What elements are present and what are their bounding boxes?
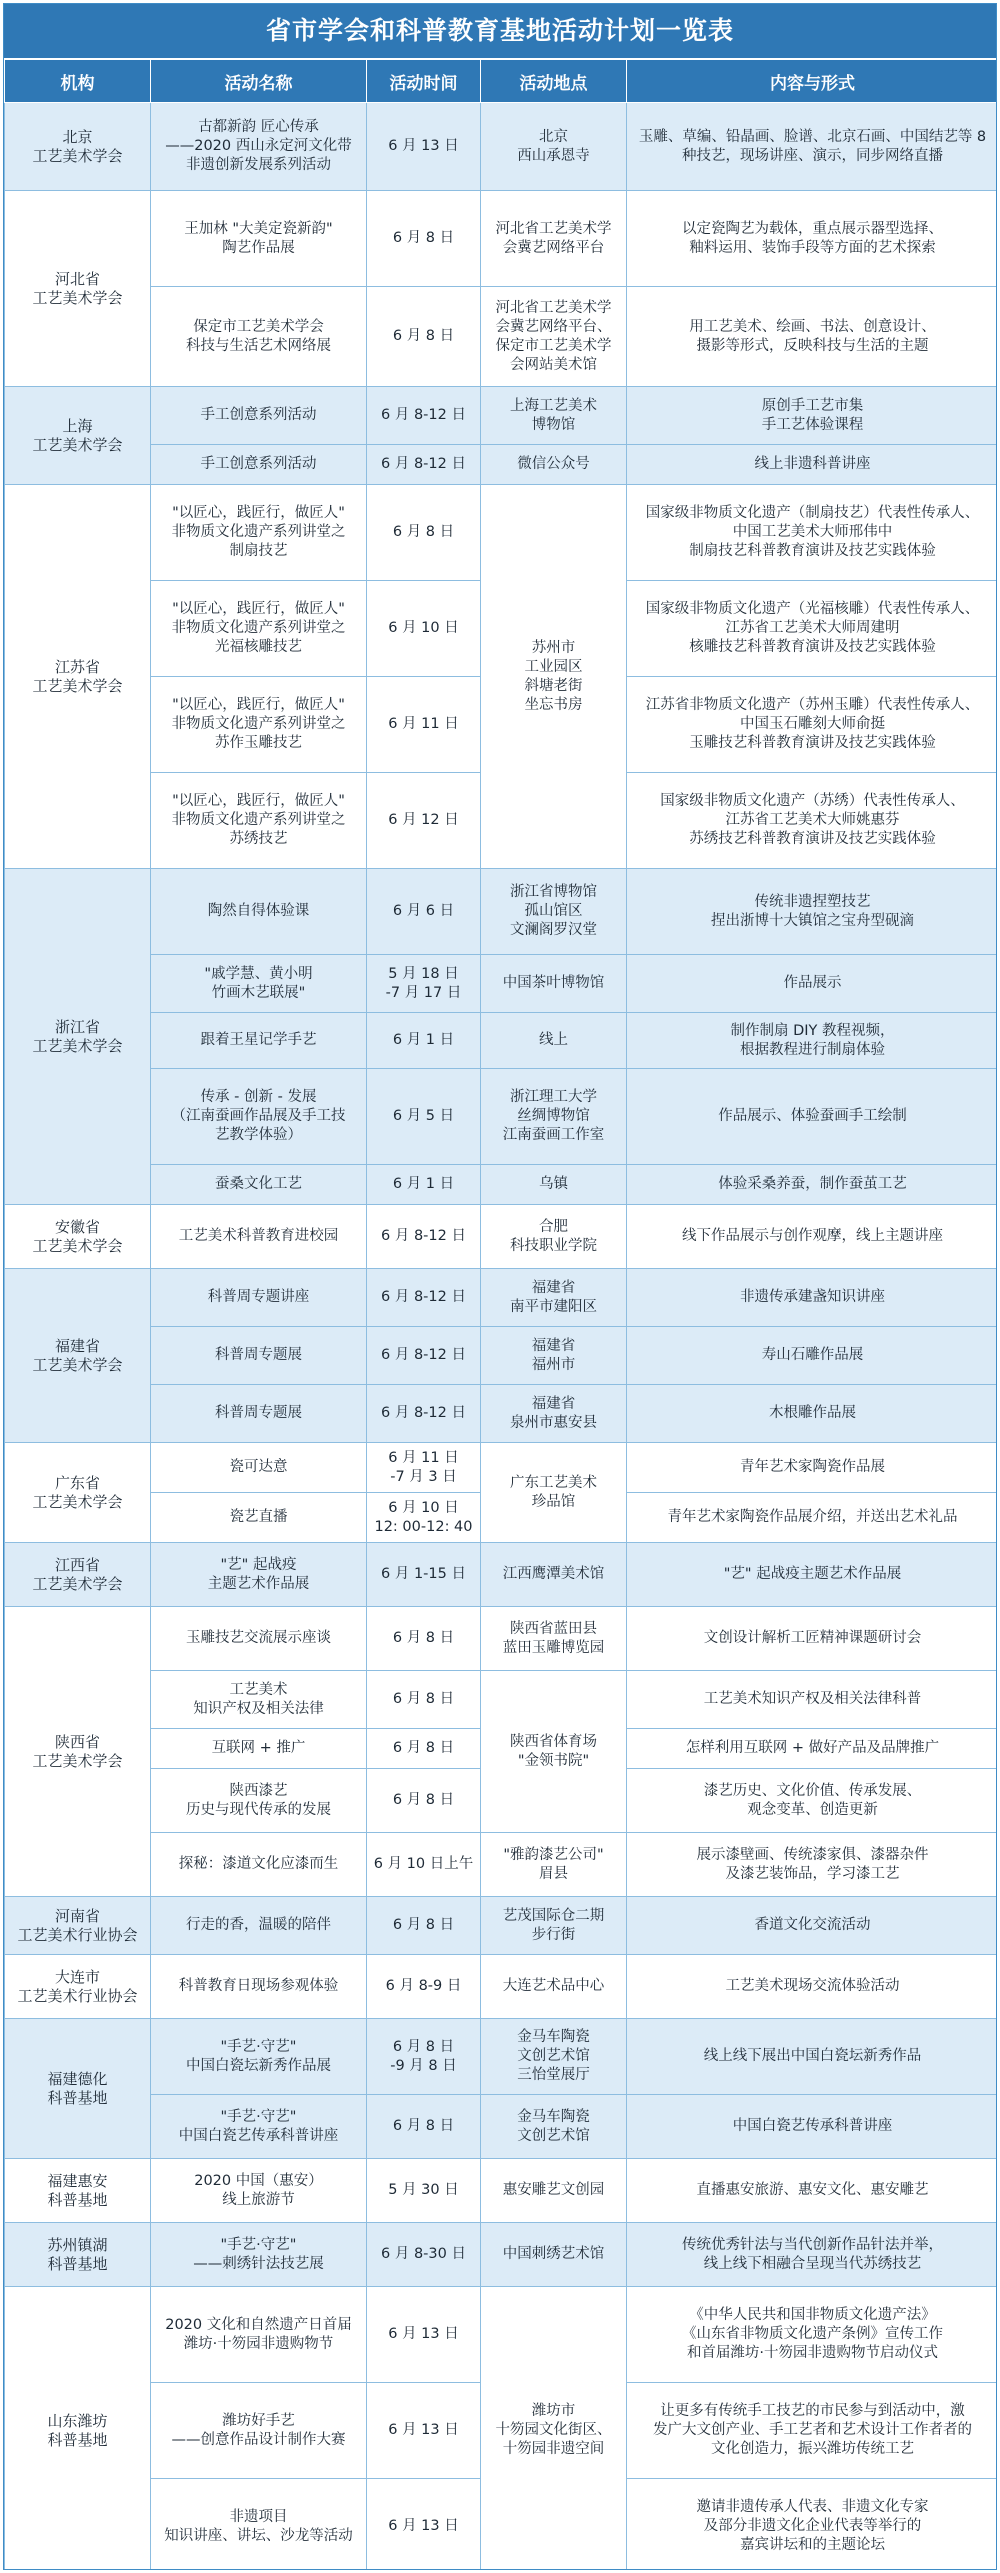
table-row [5,1385,998,1443]
activity-name-cell: 工艺美术 知识产权及相关法律 [151,1671,367,1729]
activity-time-cell: 6 月 8 日 [367,191,481,287]
activity-time-cell: 6 月 5 日 [367,1069,481,1165]
org-cell: 广东省 工艺美术学会 [5,1443,151,1543]
table-row [5,955,998,1013]
table-row [5,1069,998,1165]
activity-place-cell: 中国刺绣艺术馆 [481,2223,627,2287]
activity-time-cell: 6 月 8 日 [367,2095,481,2159]
activity-name-cell: 行走的香，温暖的陪伴 [151,1897,367,1955]
activity-place-cell: 陕西省体育场 "金领书院" [481,1671,627,1833]
activity-content-cell: 中国白瓷艺传承科普讲座 [627,2095,998,2159]
activity-time-cell: 6 月 13 日 [367,2479,481,2571]
table-row [5,103,998,191]
activity-content-cell: 体验采桑养蚕，制作蚕茧工艺 [627,1165,998,1205]
activity-place-cell: 合肥 科技职业学院 [481,1205,627,1269]
activity-name-cell: 潍坊好手艺 ——创意作品设计制作大赛 [151,2383,367,2479]
table-row [5,191,998,287]
table-row [5,1671,998,1729]
activity-time-cell: 6 月 8-30 日 [367,2223,481,2287]
activity-name-cell: 2020 中国（惠安） 线上旅游节 [151,2159,367,2223]
activity-table [4,59,997,2570]
activity-time-cell: 6 月 8-12 日 [367,1327,481,1385]
activity-place-cell: 惠安雕艺文创园 [481,2159,627,2223]
activity-time-cell: 6 月 8 日 [367,1671,481,1729]
activity-content-cell: 国家级非物质文化遗产（光福核雕）代表性传承人、 江苏省工艺美术大师周建明 核雕技艺科普教育演讲及技艺实践体验 [627,581,998,677]
org-cell: 大连市 工艺美术行业协会 [5,1955,151,2019]
org-cell: 安徽省 工艺美术学会 [5,1205,151,1269]
activity-time-cell: 6 月 8-9 日 [367,1955,481,2019]
org-cell: 山东潍坊 科普基地 [5,2287,151,2571]
table-row [5,2287,998,2383]
table-header-row [5,60,998,103]
activity-place-cell: 河北省工艺美术学 会冀艺网络平台 [481,191,627,287]
activity-name-cell: 传承 - 创新 - 发展 （江南蚕画作品展及手工技 艺教学体验） [151,1069,367,1165]
activity-content-cell: 青年艺术家陶瓷作品展 [627,1443,998,1493]
activity-content-cell: 传统优秀针法与当代创新作品针法并举， 线上线下相融合呈现当代苏绣技艺 [627,2223,998,2287]
table-row [5,485,998,581]
activity-time-cell: 6 月 8-12 日 [367,1385,481,1443]
activity-time-cell: 6 月 8 日 [367,1729,481,1769]
table-row [5,2159,998,2223]
activity-time-cell: 5 月 30 日 [367,2159,481,2223]
activity-time-cell: 6 月 10 日上午 [367,1833,481,1897]
org-cell: 江西省 工艺美术学会 [5,1543,151,1607]
activity-content-cell: 线下作品展示与创作观摩，线上主题讲座 [627,1205,998,1269]
activity-name-cell: 探秘：漆道文化应漆而生 [151,1833,367,1897]
activity-name-cell: "戚学慧、黄小明 竹画木艺联展" [151,955,367,1013]
org-cell: 陕西省 工艺美术学会 [5,1607,151,1897]
table-row [5,1165,998,1205]
table-body [5,103,998,2571]
activity-time-cell: 6 月 1 日 [367,1013,481,1069]
activity-name-cell: "以匠心，践匠行，做匠人" 非物质文化遗产系列讲堂之 光福核雕技艺 [151,581,367,677]
activity-name-cell: "手艺·守艺" ——刺绣针法技艺展 [151,2223,367,2287]
activity-name-cell: 工艺美术科普教育进校园 [151,1205,367,1269]
activity-name-cell: 互联网 + 推广 [151,1729,367,1769]
activity-name-cell: 王加林 "大美定瓷新韵" 陶艺作品展 [151,191,367,287]
table-row [5,1443,998,1493]
table-row [5,1205,998,1269]
activity-content-cell: 传统非遗捏塑技艺 捏出浙博十大镇馆之宝舟型砚滴 [627,869,998,955]
activity-content-cell: 让更多有传统手工技艺的市民参与到活动中，激 发广大文创产业、手工艺者和艺术设计工作者者的 文化创造力，振兴潍坊传统工艺 [627,2383,998,2479]
activity-time-cell: 6 月 12 日 [367,773,481,869]
activity-name-cell: 非遗项目 知识讲座、讲坛、沙龙等活动 [151,2479,367,2571]
activity-name-cell: "以匠心，践匠行，做匠人" 非物质文化遗产系列讲堂之 制扇技艺 [151,485,367,581]
activity-content-cell: 线上线下展出中国白瓷坛新秀作品 [627,2019,998,2095]
activity-time-cell: 6 月 13 日 [367,2287,481,2383]
column-header-content: 内容与形式 [627,60,998,103]
org-cell: 河南省 工艺美术行业协会 [5,1897,151,1955]
column-header-org: 机构 [5,60,151,103]
org-cell: 上海 工艺美术学会 [5,387,151,485]
table-row [5,445,998,485]
activity-content-cell: 原创手工艺市集 手工艺体验课程 [627,387,998,445]
activity-content-cell: 作品展示 [627,955,998,1013]
activity-time-cell: 5 月 18 日 -7 月 17 日 [367,955,481,1013]
activity-content-cell: 以定瓷陶艺为载体，重点展示器型选择、 釉料运用、装饰手段等方面的艺术探索 [627,191,998,287]
activity-time-cell: 6 月 8 日 [367,287,481,387]
column-header-name: 活动名称 [151,60,367,103]
activity-time-cell: 6 月 13 日 [367,103,481,191]
activity-time-cell: 6 月 8-12 日 [367,1205,481,1269]
activity-name-cell: 陶然自得体验课 [151,869,367,955]
activity-content-cell: "艺" 起战疫主题艺术作品展 [627,1543,998,1607]
activity-content-cell: 寿山石雕作品展 [627,1327,998,1385]
activity-content-cell: 怎样利用互联网 + 做好产品及品牌推广 [627,1729,998,1769]
activity-time-cell: 6 月 8-12 日 [367,387,481,445]
activity-name-cell: 科普周专题展 [151,1385,367,1443]
activity-place-cell: 潍坊市 十笏园文化街区、 十笏园非遗空间 [481,2287,627,2571]
table-row [5,1955,998,2019]
activity-place-cell: 上海工艺美术 博物馆 [481,387,627,445]
activity-time-cell: 6 月 6 日 [367,869,481,955]
activity-place-cell: 北京 西山承恩寺 [481,103,627,191]
activity-name-cell: 瓷艺直播 [151,1493,367,1543]
table-row [5,1327,998,1385]
activity-place-cell: 乌镇 [481,1165,627,1205]
table-row [5,287,998,387]
activity-content-cell: 国家级非物质文化遗产（苏绣）代表性传承人、 江苏省工艺美术大师姚惠芬 苏绣技艺科普教育演讲及技艺实践体验 [627,773,998,869]
org-cell: 河北省 工艺美术学会 [5,191,151,387]
activity-place-cell: 福建省 泉州市惠安县 [481,1385,627,1443]
org-cell: 苏州镇湖 科普基地 [5,2223,151,2287]
activity-time-cell: 6 月 8-12 日 [367,445,481,485]
activity-content-cell: 文创设计解析工匠精神课题研讨会 [627,1607,998,1671]
activity-content-cell: 江苏省非物质文化遗产（苏州玉雕）代表性传承人、 中国玉石雕刻大师俞挺 玉雕技艺科普教育演讲及技艺实践体验 [627,677,998,773]
activity-name-cell: 瓷可达意 [151,1443,367,1493]
column-header-time: 活动时间 [367,60,481,103]
activity-place-cell: 福建省 南平市建阳区 [481,1269,627,1327]
page-title: 省市学会和科普教育基地活动计划一览表 [4,4,996,59]
activity-content-cell: 工艺美术知识产权及相关法律科普 [627,1671,998,1729]
activity-place-cell: "雅韵漆艺公司" 眉县 [481,1833,627,1897]
activity-name-cell: 蚕桑文化工艺 [151,1165,367,1205]
activity-time-cell: 6 月 8 日 [367,1769,481,1833]
activity-name-cell: 科普周专题展 [151,1327,367,1385]
activity-name-cell: 保定市工艺美术学会 科技与生活艺术网络展 [151,287,367,387]
activity-content-cell: 《中华人民共和国非物质文化遗产法》 《山东省非物质文化遗产条例》宣传工作 和首届潍坊·十笏园非遗购物节启动仪式 [627,2287,998,2383]
activity-content-cell: 玉雕、草编、铅晶画、脸谱、北京石画、中国结艺等 8 种技艺，现场讲座、演示，同步网络直播 [627,103,998,191]
activity-name-cell: 玉雕技艺交流展示座谈 [151,1607,367,1671]
activity-place-cell: 微信公众号 [481,445,627,485]
activity-time-cell: 6 月 8 日 [367,485,481,581]
activity-content-cell: 用工艺美术、绘画、书法、创意设计、 摄影等形式，反映科技与生活的主题 [627,287,998,387]
activity-name-cell: 陕西漆艺 历史与现代传承的发展 [151,1769,367,1833]
org-cell: 福建惠安 科普基地 [5,2159,151,2223]
activity-time-cell: 6 月 8 日 [367,1607,481,1671]
activity-content-cell: 香道文化交流活动 [627,1897,998,1955]
activity-content-cell: 邀请非遗传承人代表、非遗文化专家 及部分非遗文化企业代表等举行的 嘉宾讲坛和的主题论坛 [627,2479,998,2571]
table-row [5,2223,998,2287]
activity-name-cell: 手工创意系列活动 [151,387,367,445]
table-row [5,2095,998,2159]
activity-place-cell: 艺茂国际仓二期 步行街 [481,1897,627,1955]
activity-place-cell: 广东工艺美术 珍品馆 [481,1443,627,1543]
activity-time-cell: 6 月 11 日 [367,677,481,773]
activity-content-cell: 作品展示、体验蚕画手工绘制 [627,1069,998,1165]
org-cell: 福建省 工艺美术学会 [5,1269,151,1443]
activity-content-cell: 展示漆壁画、传统漆家俱、漆器杂件 及漆艺装饰品，学习漆工艺 [627,1833,998,1897]
activity-time-cell: 6 月 13 日 [367,2383,481,2479]
activity-name-cell: 科普周专题讲座 [151,1269,367,1327]
org-cell: 江苏省 工艺美术学会 [5,485,151,869]
activity-place-cell: 线上 [481,1013,627,1069]
table-row [5,387,998,445]
activity-name-cell: 科普教育日现场参观体验 [151,1955,367,2019]
activity-place-cell: 金马车陶瓷 文创艺术馆 [481,2095,627,2159]
activity-schedule-sheet [3,3,997,2570]
activity-place-cell: 大连艺术品中心 [481,1955,627,2019]
activity-content-cell: 直播惠安旅游、惠安文化、惠安雕艺 [627,2159,998,2223]
activity-place-cell: 陕西省蓝田县 蓝田玉雕博览园 [481,1607,627,1671]
activity-place-cell: 福建省 福州市 [481,1327,627,1385]
activity-time-cell: 6 月 1 日 [367,1165,481,1205]
activity-name-cell: "手艺·守艺" 中国白瓷艺传承科普讲座 [151,2095,367,2159]
activity-name-cell: 2020 文化和自然遗产日首届 潍坊·十笏园非遗购物节 [151,2287,367,2383]
activity-place-cell: 浙江理工大学 丝绸博物馆 江南蚕画工作室 [481,1069,627,1165]
activity-content-cell: 制作制扇 DIY 教程视频， 根据教程进行制扇体验 [627,1013,998,1069]
activity-time-cell: 6 月 10 日 [367,581,481,677]
activity-place-cell: 金马车陶瓷 文创艺术馆 三怡堂展厅 [481,2019,627,2095]
activity-content-cell: 漆艺历史、文化价值、传承发展、 观念变革、创造更新 [627,1769,998,1833]
column-header-place: 活动地点 [481,60,627,103]
activity-name-cell: "以匠心，践匠行，做匠人" 非物质文化遗产系列讲堂之 苏作玉雕技艺 [151,677,367,773]
table-row [5,1897,998,1955]
activity-content-cell: 非遗传承建盏知识讲座 [627,1269,998,1327]
org-cell: 浙江省 工艺美术学会 [5,869,151,1205]
activity-place-cell: 河北省工艺美术学 会冀艺网络平台、 保定市工艺美术学 会网站美术馆 [481,287,627,387]
activity-time-cell: 6 月 8 日 [367,1897,481,1955]
activity-name-cell: 跟着王星记学手艺 [151,1013,367,1069]
activity-time-cell: 6 月 1-15 日 [367,1543,481,1607]
activity-place-cell: 浙江省博物馆 孤山馆区 文澜阁罗汉堂 [481,869,627,955]
org-cell: 北京 工艺美术学会 [5,103,151,191]
org-cell: 福建德化 科普基地 [5,2019,151,2159]
activity-time-cell: 6 月 8 日 -9 月 8 日 [367,2019,481,2095]
table-row [5,869,998,955]
activity-name-cell: 古都新韵 匠心传承 ——2020 西山永定河文化带 非遗创新发展系列活动 [151,103,367,191]
table-row [5,1543,998,1607]
activity-content-cell: 青年艺术家陶瓷作品展介绍，并送出艺术礼品 [627,1493,998,1543]
activity-content-cell: 线上非遗科普讲座 [627,445,998,485]
activity-place-cell: 苏州市 工业园区 斜塘老街 坐忘书房 [481,485,627,869]
activity-time-cell: 6 月 10 日 12: 00-12: 40 [367,1493,481,1543]
table-row [5,1607,998,1671]
activity-content-cell: 木根雕作品展 [627,1385,998,1443]
activity-content-cell: 国家级非物质文化遗产（制扇技艺）代表性传承人、 中国工艺美术大师邢伟中 制扇技艺科普教育演讲及技艺实践体验 [627,485,998,581]
activity-name-cell: "手艺·守艺" 中国白瓷坛新秀作品展 [151,2019,367,2095]
activity-name-cell: "艺" 起战疫 主题艺术作品展 [151,1543,367,1607]
activity-place-cell: 中国茶叶博物馆 [481,955,627,1013]
activity-name-cell: 手工创意系列活动 [151,445,367,485]
activity-name-cell: "以匠心，践匠行，做匠人" 非物质文化遗产系列讲堂之 苏绣技艺 [151,773,367,869]
table-row [5,1013,998,1069]
table-row [5,1833,998,1897]
table-row [5,1269,998,1327]
table-row [5,2019,998,2095]
activity-time-cell: 6 月 8-12 日 [367,1269,481,1327]
activity-place-cell: 江西鹰潭美术馆 [481,1543,627,1607]
activity-content-cell: 工艺美术现场交流体验活动 [627,1955,998,2019]
activity-time-cell: 6 月 11 日 -7 月 3 日 [367,1443,481,1493]
